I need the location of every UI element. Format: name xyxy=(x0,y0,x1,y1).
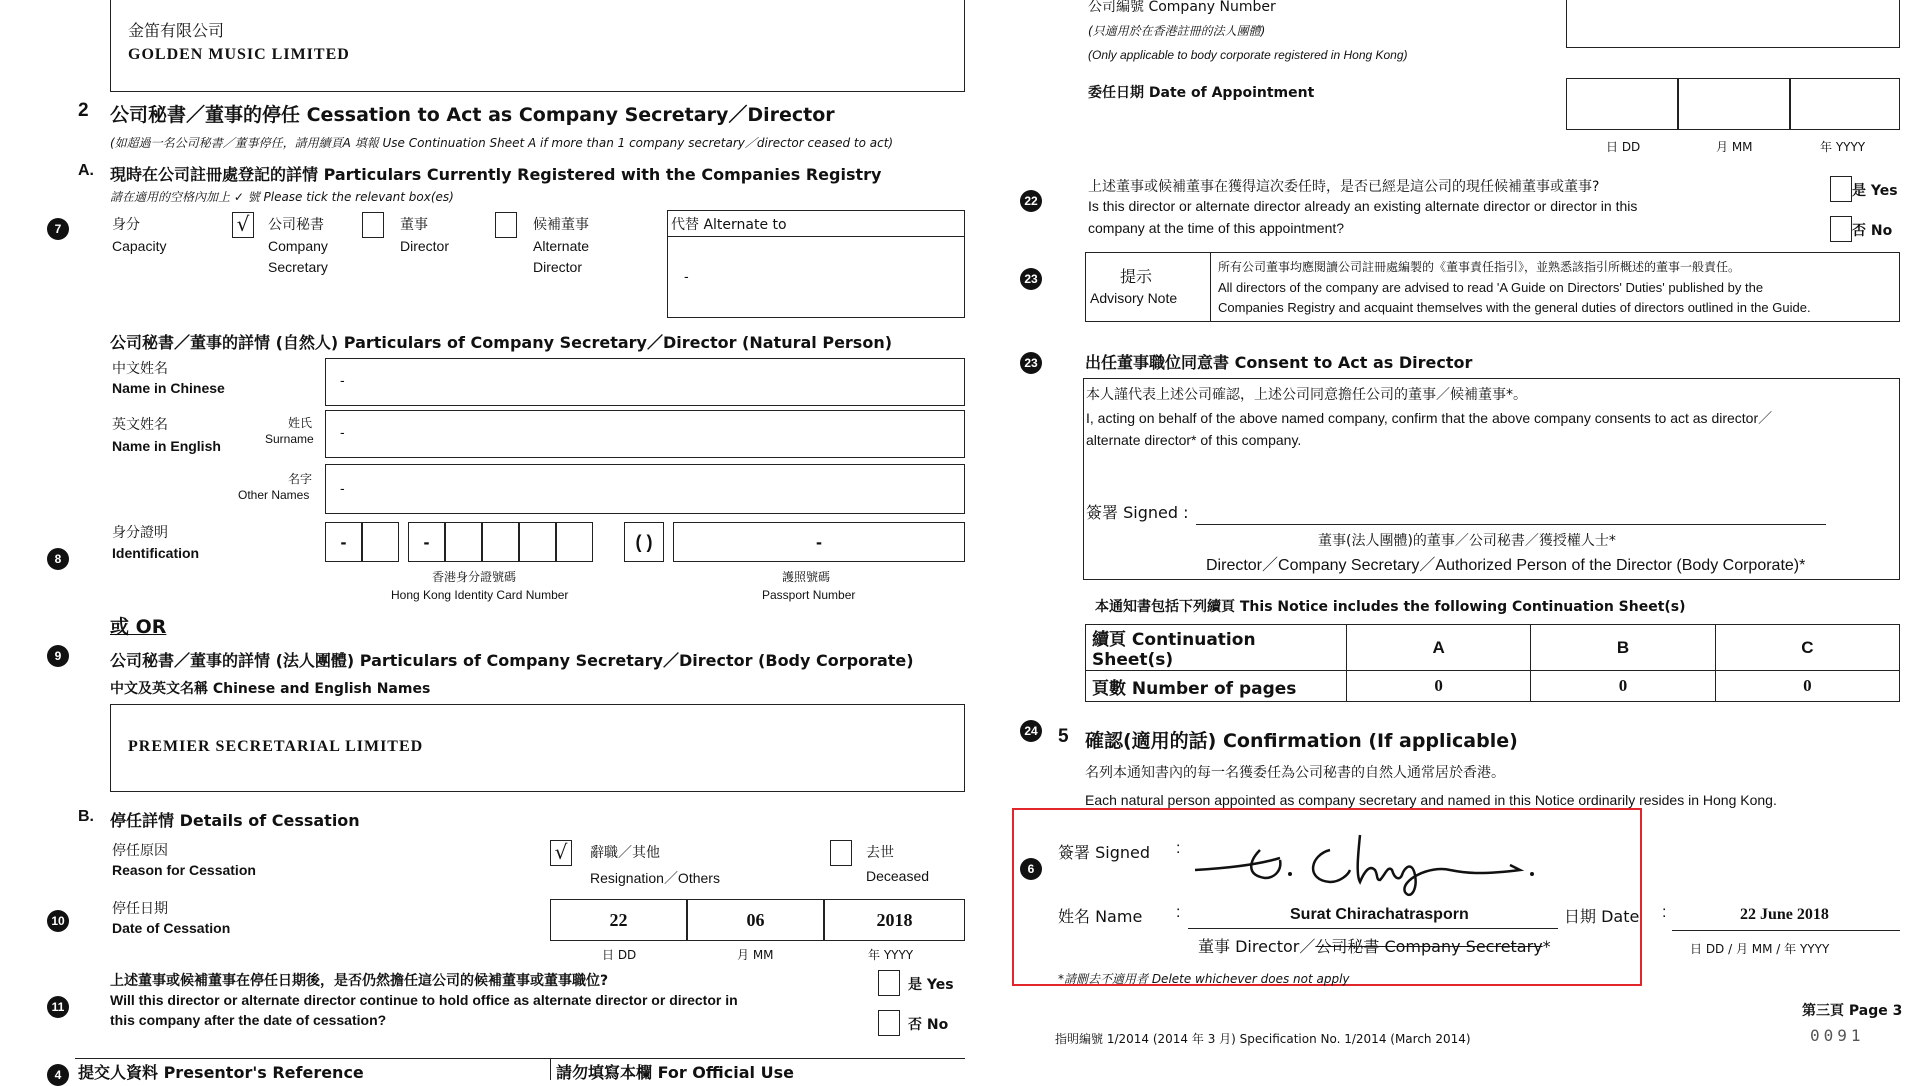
cessation-date-label-cn: 停任日期 xyxy=(112,901,168,917)
alternate-to-label: 代替 Alternate to xyxy=(671,217,787,233)
handwritten-signature xyxy=(1190,830,1570,900)
resignation-label-en: Resignation／Others xyxy=(590,870,720,886)
capacity-label-en: Capacity xyxy=(112,238,167,254)
other-names-value: - xyxy=(340,480,345,496)
company-number-field[interactable] xyxy=(1566,0,1900,48)
company-secretary-checkbox[interactable]: √ xyxy=(232,212,254,238)
cessation-yyyy-label: 年 YYYY xyxy=(868,948,914,962)
role-secretary-struck: 公司秘書 Company Secretary xyxy=(1315,937,1543,956)
hkid-label-cn: 香港身分證號碼 xyxy=(432,570,517,584)
section-a-title: 現時在公司註冊處登記的詳情 Particulars Currently Registered with the Companies Registry xyxy=(110,165,882,184)
official-use-label: 請勿填寫本欄 For Official Use xyxy=(556,1063,794,1082)
appointment-mm-label: 月 MM xyxy=(1716,140,1753,154)
marker-9: 9 xyxy=(47,645,69,667)
resignation-checkbox[interactable]: √ xyxy=(550,840,572,866)
continue-yes-checkbox[interactable] xyxy=(878,970,900,996)
marker-7: 7 xyxy=(47,218,69,240)
cessation-dd-label: 日 DD xyxy=(602,948,637,962)
company-number-note-cn: (只適用於在香港註冊的法人團體) xyxy=(1088,24,1266,38)
continue-yes-label: 是 Yes xyxy=(908,977,954,993)
consent-title: 出任董事職位同意書 Consent to Act as Director xyxy=(1085,353,1473,372)
corporate-name-value: PREMIER SECRETARIAL LIMITED xyxy=(128,738,424,755)
company-secretary-label-en2: Secretary xyxy=(268,259,328,275)
corporate-names-label: 中文及英文名稱 Chinese and English Names xyxy=(110,681,431,697)
appointment-yyyy-label: 年 YYYY xyxy=(1820,140,1866,154)
hkid-cell-3[interactable]: - xyxy=(408,522,445,562)
resignation-label-cn: 辭職／其他 xyxy=(590,845,660,861)
director-label-en: Director xyxy=(400,238,450,254)
section-b-title: 停任詳情 Details of Cessation xyxy=(110,811,360,830)
appointment-date-label: 委任日期 Date of Appointment xyxy=(1088,85,1315,101)
marker-4: 4 xyxy=(47,1064,69,1086)
advisory-text-en2: Companies Registry and acquaint themselves with the general duties of directors outlined in the Guide. xyxy=(1218,300,1811,315)
company-number-note-en: (Only applicable to body corporate registered in Hong Kong) xyxy=(1088,48,1408,62)
section-b-letter: B. xyxy=(78,808,94,825)
deceased-checkbox[interactable] xyxy=(830,840,852,866)
specification-number: 指明編號 1/2014 (2014 年 3 月) Specification No. 1/2014 (March 2014) xyxy=(1055,1032,1471,1046)
existing-director-question-en1: Is this director or alternate director already an existing alternate director or director in this xyxy=(1088,198,1638,214)
role-text xyxy=(1198,934,1551,957)
company-number-label: 公司編號 Company Number xyxy=(1088,0,1276,15)
hkid-check-digit[interactable]: ( ) xyxy=(624,522,664,562)
advisory-label-cn: 提示 xyxy=(1120,267,1153,286)
consent-signer-en: Director／Company Secretary／Authorized Person of the Director (Body Corporate)* xyxy=(1206,557,1806,574)
name-english-label-cn: 英文姓名 xyxy=(112,417,168,433)
consent-signature-line[interactable] xyxy=(1196,524,1826,525)
section-2-note: (如超過一名公司秘書／董事停任，請用續頁A 填報 Use Continuation Sheet A if more than 1 company secretary／director ceased to act) xyxy=(110,136,894,150)
company-name-cn: 金笛有限公司 xyxy=(128,21,225,40)
confirmation-text-cn: 名列本通知書內的每一名獲委任為公司秘書的自然人通常居於香港。 xyxy=(1085,765,1505,781)
appointment-day-field[interactable] xyxy=(1566,78,1678,130)
surname-field[interactable] xyxy=(325,410,965,458)
director-label-cn: 董事 xyxy=(400,217,428,233)
alternate-to-value: - xyxy=(684,268,689,284)
role-director: 董事 Director／ xyxy=(1198,937,1316,956)
marker-22: 22 xyxy=(1020,190,1042,212)
continuation-title: 本通知書包括下列續頁 This Notice includes the following Continuation Sheet(s) xyxy=(1095,599,1686,615)
deceased-label-en: Deceased xyxy=(866,868,930,884)
advisory-label-en: Advisory Note xyxy=(1090,290,1178,306)
cessation-mm-label: 月 MM xyxy=(737,948,774,962)
signature-date-format: 日 DD / 月 MM / 年 YYYY xyxy=(1690,942,1830,956)
alternate-director-label-en2: Director xyxy=(533,259,583,275)
consent-text-cn: 本人謹代表上述公司確認，上述公司同意擔任公司的董事／候補董事*。 xyxy=(1086,387,1527,403)
existing-no-checkbox[interactable] xyxy=(1830,216,1852,242)
signer-name-value: Surat Chirachatrasporn xyxy=(1290,906,1469,923)
marker-11: 11 xyxy=(47,996,69,1018)
pages-row-label: 頁數 Number of pages xyxy=(1086,671,1347,702)
surname-value: - xyxy=(340,424,345,440)
existing-director-question-en2: company at the time of this appointment? xyxy=(1088,220,1345,236)
pages-a-field[interactable]: 0 xyxy=(1347,671,1531,702)
continue-question-en2: this company after the date of cessation? xyxy=(110,1012,387,1028)
section-2-title: 公司秘書／董事的停任 Cessation to Act as Company Secretary／Director xyxy=(110,104,835,126)
date-label: 日期 Date xyxy=(1564,907,1640,926)
pages-c-field[interactable]: 0 xyxy=(1715,671,1899,702)
cessation-date-label-en: Date of Cessation xyxy=(112,920,231,936)
continuation-table xyxy=(1085,624,1900,702)
hkid-cell-4[interactable] xyxy=(445,522,482,562)
marker-8: 8 xyxy=(47,548,69,570)
existing-yes-label: 是 Yes xyxy=(1852,183,1898,199)
consent-signed-label: 簽署 Signed : xyxy=(1086,503,1189,522)
hkid-label-en: Hong Kong Identity Card Number xyxy=(391,588,569,602)
confirmation-number: 5 xyxy=(1058,726,1069,747)
delete-note: *請刪去不適用者 Delete whichever does not apply xyxy=(1058,972,1350,986)
continue-no-checkbox[interactable] xyxy=(878,1010,900,1036)
cessation-year-field[interactable]: 2018 xyxy=(824,899,965,941)
identification-label-cn: 身分證明 xyxy=(112,525,168,541)
name-chinese-value: - xyxy=(340,372,345,388)
section-a-letter: A. xyxy=(78,162,94,179)
advisory-text-en1: All directors of the company are advised to read 'A Guide on Directors' Duties' published by the xyxy=(1218,280,1764,295)
natural-person-title: 公司秘書／董事的詳情 (自然人) Particulars of Company Secretary／Director (Natural Person) xyxy=(110,333,893,352)
marker-10: 10 xyxy=(47,910,69,932)
appointment-year-field[interactable] xyxy=(1790,78,1900,130)
consent-text-en2: alternate director* of this company. xyxy=(1086,432,1302,448)
consent-text-en1: I, acting on behalf of the above named company, confirm that the above company consents to act as director／ xyxy=(1086,410,1773,426)
passport-field[interactable]: - xyxy=(673,522,965,562)
or-label: 或 OR xyxy=(110,616,167,638)
name-english-label-en: Name in English xyxy=(112,438,221,454)
continuation-col-c: C xyxy=(1715,625,1899,671)
reason-label-en: Reason for Cessation xyxy=(112,862,256,878)
hkid-cell-7[interactable] xyxy=(556,522,593,562)
signature-label: 簽署 Signed xyxy=(1058,843,1150,862)
name-colon: : xyxy=(1176,904,1181,921)
hkid-cell-1[interactable]: - xyxy=(325,522,362,562)
presentor-reference-label: 提交人資料 Presentor's Reference xyxy=(78,1063,364,1082)
continue-question-en1: Will this director or alternate director continue to hold office as alternate director or director in xyxy=(110,992,738,1008)
surname-label-cn: 姓氏 xyxy=(288,416,313,430)
capacity-label-cn: 身分 xyxy=(112,217,140,233)
confirmation-text-en: Each natural person appointed as company secretary and named in this Notice ordinarily resides in Hong Kong. xyxy=(1085,792,1777,808)
other-names-label-en: Other Names xyxy=(238,488,310,502)
passport-label-cn: 護照號碼 xyxy=(782,570,831,584)
cessation-month-field[interactable]: 06 xyxy=(687,899,824,941)
consent-signer-cn: 董事(法人團體)的董事／公司秘書／獲授權人士* xyxy=(1318,533,1616,549)
reason-label-cn: 停任原因 xyxy=(112,843,168,859)
continue-no-label: 否 No xyxy=(908,1017,949,1033)
alternate-director-label-en1: Alternate xyxy=(533,238,590,254)
director-checkbox[interactable] xyxy=(362,212,384,238)
deceased-label-cn: 去世 xyxy=(866,845,894,861)
marker-23-consent: 23 xyxy=(1020,352,1042,374)
surname-label-en: Surname xyxy=(265,432,314,446)
date-colon: : xyxy=(1662,904,1667,921)
hkid-cell-5[interactable] xyxy=(482,522,519,562)
signature-date-value: 22 June 2018 xyxy=(1740,906,1829,923)
corporate-title: 公司秘書／董事的詳情 (法人團體) Particulars of Company Secretary／Director (Body Corporate) xyxy=(110,651,914,670)
name-chinese-field[interactable] xyxy=(325,358,965,406)
continue-question-cn: 上述董事或候補董事在停任日期後，是否仍然擔任這公司的候補董事或董事職位? xyxy=(110,973,609,989)
other-names-label-cn: 名字 xyxy=(288,472,313,486)
existing-director-question-cn: 上述董事或候補董事在獲得這次委任時，是否已經是這公司的現任候補董事或董事? xyxy=(1088,179,1600,195)
identification-label-en: Identification xyxy=(112,545,200,561)
marker-6: 6 xyxy=(1020,858,1042,880)
page-stamp-number: 0091 xyxy=(1810,1026,1865,1045)
company-name-en: GOLDEN MUSIC LIMITED xyxy=(128,46,350,63)
name-chinese-label-en: Name in Chinese xyxy=(112,380,225,396)
name-label: 姓名 Name xyxy=(1058,907,1143,926)
company-secretary-label-cn: 公司秘書 xyxy=(268,217,324,233)
appointment-month-field[interactable] xyxy=(1678,78,1790,130)
appointment-dd-label: 日 DD xyxy=(1606,140,1641,154)
pages-b-field[interactable]: 0 xyxy=(1531,671,1715,702)
marker-24: 24 xyxy=(1020,720,1042,742)
continuation-col-a: A xyxy=(1347,625,1531,671)
cessation-day-field[interactable]: 22 xyxy=(550,899,687,941)
page-label: 第三頁 Page 3 xyxy=(1802,1003,1903,1019)
section-2-number: 2 xyxy=(78,100,89,121)
continuation-col-b: B xyxy=(1531,625,1715,671)
signature-colon: : xyxy=(1176,840,1181,857)
continuation-row-label: 續頁 Continuation Sheet(s) xyxy=(1086,625,1347,671)
marker-23-advisory: 23 xyxy=(1020,268,1042,290)
role-star: * xyxy=(1542,937,1551,956)
alternate-director-checkbox[interactable] xyxy=(495,212,517,238)
existing-no-label: 否 No xyxy=(1852,223,1893,239)
confirmation-title: 確認(適用的話) Confirmation (If applicable) xyxy=(1085,730,1518,752)
other-names-field[interactable] xyxy=(325,464,965,514)
existing-yes-checkbox[interactable] xyxy=(1830,176,1852,202)
alternate-director-label-cn: 候補董事 xyxy=(533,217,589,233)
advisory-text-cn: 所有公司董事均應閱讀公司註冊處編製的《董事責任指引》，並熟悉該指引所概述的董事一般責任。 xyxy=(1218,260,1741,274)
hkid-cell-2[interactable] xyxy=(362,522,399,562)
tick-note: 請在適用的空格內加上 ✓ 號 Please tick the relevant box(es) xyxy=(110,190,454,204)
company-secretary-label-en1: Company xyxy=(268,238,328,254)
name-chinese-label-cn: 中文姓名 xyxy=(112,361,168,377)
hkid-cell-6[interactable] xyxy=(519,522,556,562)
passport-label-en: Passport Number xyxy=(762,588,856,602)
